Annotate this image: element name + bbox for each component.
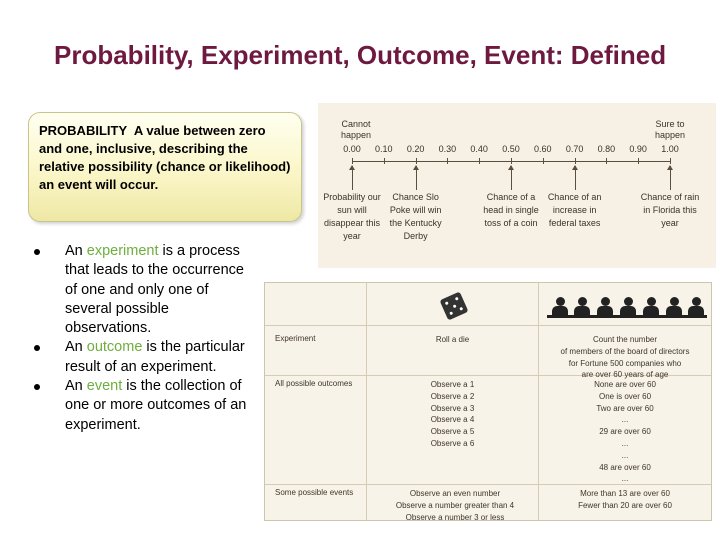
scale-tick-label: 1.00 [661,144,679,154]
die-icon [439,291,468,320]
table-cell-line: One is over 60 [598,391,652,401]
bullet-experiment [34,242,254,338]
table-cell-line: Count the number [592,335,658,344]
table-cell-line: Observe a 1 [430,380,475,389]
table-cell-line: 29 are over 60 [599,427,651,437]
bullet-text: is the collection of one or more outcomes of an experiment. [65,378,247,433]
directors-experiment [545,334,705,381]
table-cell-line: ... [621,438,629,448]
table-cell-line: Fewer than 20 are over 60 [578,500,672,510]
directors-outcomes [555,379,695,485]
scale-tick-label: 0.20 [406,144,425,154]
bullet-dot-icon [34,249,40,255]
scale-example: Chance Slo Poke will win the Kentucky Derby [389,192,442,241]
example-arrow-icon [352,166,353,190]
scale-tick-label: 0.70 [565,144,584,154]
scale-tick-label: 0.10 [375,144,393,154]
scale-tick [352,158,353,164]
table-cell-line: ... [621,474,629,484]
table-cell-line: Observe a 6 [430,438,475,448]
scale-tick [638,158,639,164]
example-arrow-icon [670,166,671,190]
scale-tick-label: 0.30 [438,144,457,154]
example-arrow-icon [416,166,417,190]
bullet-text: An [65,243,87,259]
row-label-outcomes: All possible outcomes [275,379,353,388]
scale-tick-label: 0.00 [343,144,361,154]
scale-tick-label: 0.80 [597,144,616,154]
bullet-text: An [65,378,87,395]
scale-tick [511,158,512,164]
term-experiment: experiment [86,243,159,259]
scale-tick [384,158,385,164]
example-arrow-icon [575,166,576,190]
scale-example: Chance of an increase in federal taxes [547,192,602,228]
row-label-events: Some possible events [275,488,354,497]
table-cell-line: Observe a 5 [430,427,475,437]
scale-tick [416,158,417,164]
table-cell-line: ... [621,450,629,460]
scale-tick [543,158,544,164]
scale-tick-label: 0.90 [629,144,647,154]
directors-events [545,488,705,512]
scale-example: Probability our sun will disappear this year [323,192,381,241]
bullet-dot-icon [34,345,40,351]
bullet-text: is the particular result of an experiment. [65,339,245,375]
table-cell-line: Observe a 2 [430,391,475,401]
scale-tick [479,158,480,164]
term-outcome: outcome [86,339,143,356]
term-event: event [86,378,123,395]
table-cell-line: are over 60 years of age [581,370,669,380]
scale-tick [670,158,671,164]
cannot-happen-caption: Cannot happen [340,119,372,140]
definition-text: A value between zero and one, inclusive, describing the relative possibility (chance or likelihood) an event will occur. [39,123,291,192]
bullet-text: is a process that leads to the occurrence of one and only one of several possible observations. [65,243,244,337]
scale-example: Chance of a head in single toss of a coin [483,192,539,228]
bullet-dot-icon [34,384,40,390]
die-outcomes [385,379,520,450]
bullet-outcome [34,338,254,377]
scale-example: Chance of rain in Florida this year [640,192,700,228]
table-cell-line: Observe a number greater than 4 [395,500,515,510]
bullet-text: An [65,339,87,356]
bullet-event [34,377,254,435]
definition-term: PROBABILITY [39,123,128,138]
table-cell-line: None are over 60 [594,380,656,389]
probability-scale-figure [318,103,716,268]
scale-tick [575,158,576,164]
table-cell-line: Observe a 3 [430,403,475,413]
probability-definition-box [28,112,302,222]
scale-tick [606,158,607,164]
sure-to-happen-caption: Sure to happen [654,119,686,140]
table-cell-line: 48 are over 60 [599,462,651,472]
board-of-directors-icon [547,291,707,323]
table-cell-line: for Fortune 500 companies who [568,358,682,368]
experiment-outcome-event-table [264,282,712,521]
scale-tick-label: 0.60 [534,144,552,154]
table-cell-line: Observe a number 3 or less [405,512,505,522]
table-cell-line: of members of the board of directors [560,346,690,356]
definitions-list [34,242,254,435]
row-label-experiment: Experiment [275,334,316,343]
scale-tick-label: 0.40 [470,144,488,154]
scale-tick [447,158,448,164]
table-cell-line: ... [621,415,629,425]
die-experiment: Roll a die [435,335,470,344]
table-cell-line: Observe a 4 [430,415,475,425]
example-arrow-icon [511,166,512,190]
die-events [375,488,535,523]
table-cell-line: Observe an even number [409,489,501,498]
scale-tick-label: 0.50 [502,144,520,154]
slide-title: Probability, Experiment, Outcome, Event: Defined [54,40,667,70]
table-cell-line: More than 13 are over 60 [580,489,670,498]
table-cell-line: Two are over 60 [596,403,654,413]
